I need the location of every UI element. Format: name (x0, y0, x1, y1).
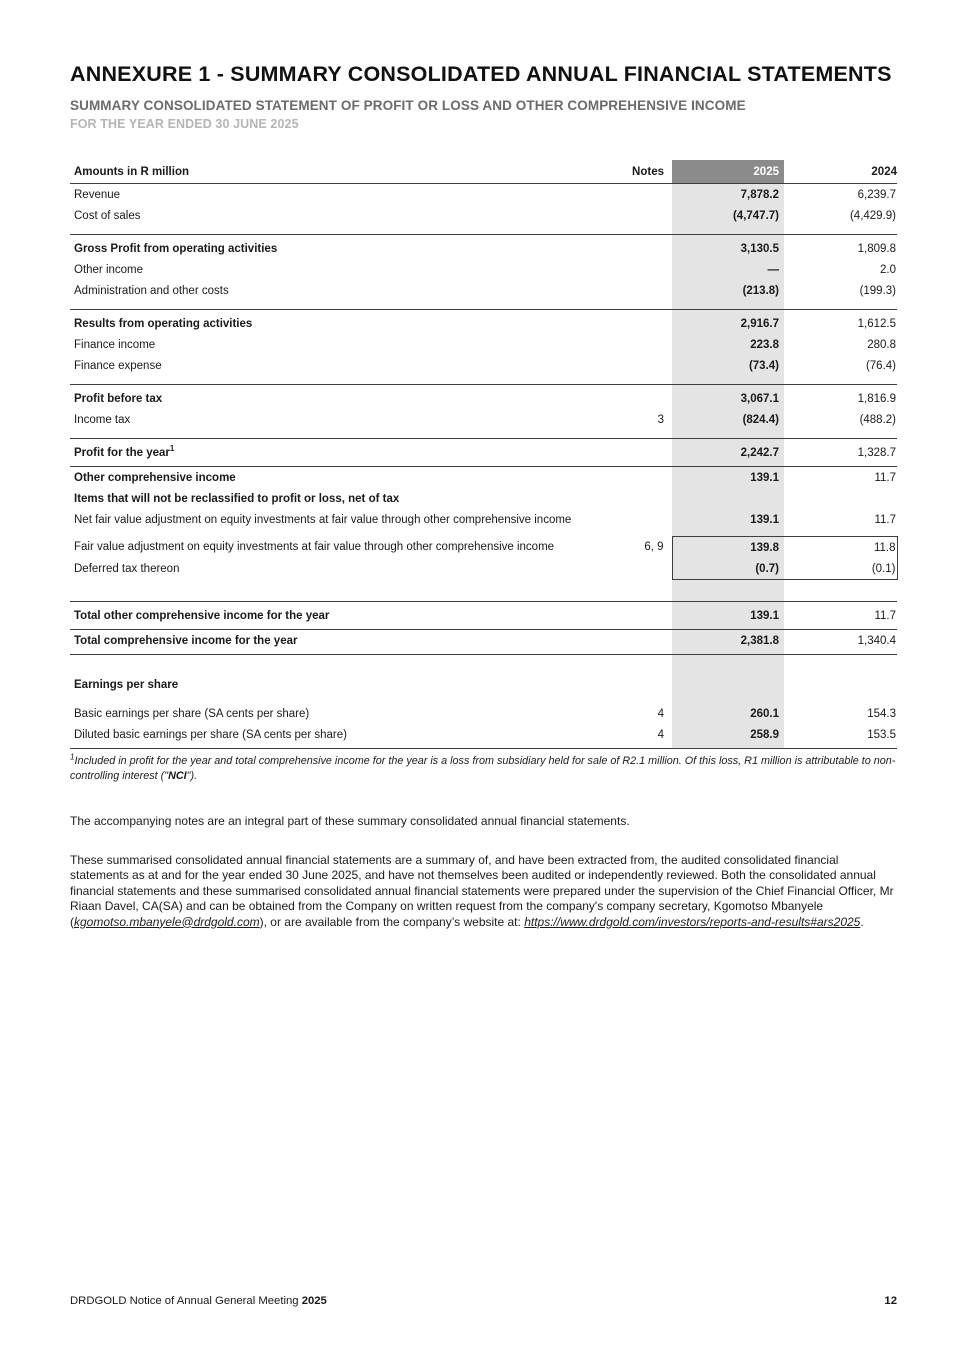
row-label: Results from operating activities (70, 310, 627, 335)
statement-row (70, 703, 897, 724)
value-2025: 223.8 (672, 334, 784, 355)
row-label: Deferred tax thereon (74, 562, 180, 575)
email-link[interactable]: kgomotso.mbanyele@drdgold.com (74, 914, 260, 929)
row-notes (627, 674, 672, 695)
value-2025: 139.8 (672, 536, 784, 558)
value-2024: 1,328.7 (784, 439, 897, 467)
statement-row (70, 509, 897, 530)
value-2024: 11.7 (874, 514, 896, 526)
statement-row (70, 629, 897, 654)
value-2024: 280.8 (867, 339, 896, 351)
value-2024: 11.8 (784, 536, 897, 558)
value-2024: 6,239.7 (857, 189, 896, 201)
footnote-reference: 1 (169, 444, 175, 454)
statement-table-body (70, 184, 897, 749)
value-2025 (672, 579, 784, 601)
statement-row (70, 235, 897, 260)
statement-subtitle: SUMMARY CONSOLIDATED STATEMENT OF PROFIT OR LOSS AND OTHER COMPREHENSIVE INCOME (70, 98, 746, 113)
row-label: Administration and other costs (74, 285, 229, 297)
statement-row (70, 280, 897, 310)
row-label: Total other comprehensive income for the year (70, 601, 627, 629)
page-number: 12 (884, 1295, 897, 1307)
value-2025: 139.1 (672, 601, 784, 629)
row-notes: 6, 9 (644, 541, 664, 553)
row-label: Diluted basic earnings per share (SA cents per share) (70, 724, 627, 749)
row-notes (627, 467, 672, 489)
income-statement-table (70, 160, 898, 749)
row-label: Finance expense (74, 360, 162, 372)
row-notes (627, 488, 672, 509)
row-notes (627, 280, 672, 310)
row-notes (627, 629, 672, 654)
statement-row (70, 558, 897, 580)
value-2024: 1,340.4 (784, 629, 897, 654)
header-notes: Notes (627, 160, 672, 184)
row-label: Total comprehensive income for the year (70, 629, 627, 654)
row-label: Income tax (74, 414, 131, 426)
footnote-bold-term: NCI (168, 769, 187, 782)
footer-year: 2025 (301, 1295, 327, 1307)
row-notes: 4 (627, 724, 672, 749)
accompanying-notes-paragraph: The accompanying notes are an integral part of these summary consolidated annual financial statements. (70, 814, 630, 828)
row-label: Gross Profit from operating activities (70, 235, 627, 260)
value-2024 (784, 654, 897, 674)
footnote-marker: 1 (70, 752, 75, 762)
row-label: Net fair value adjustment on equity investments at fair value through other comprehensive income (74, 514, 572, 526)
row-label (70, 654, 627, 674)
row-label: Other income (74, 264, 144, 276)
row-label: Other comprehensive income (74, 472, 236, 484)
table-header-row (70, 160, 897, 184)
row-notes (627, 334, 672, 355)
value-2025: 260.1 (672, 703, 784, 724)
value-2025: 2,381.8 (672, 629, 784, 654)
value-2024 (784, 674, 897, 695)
paragraph-text-3: . (860, 914, 864, 929)
paragraph-text-1: These summarised consolidated annual financial statements are a summary of, and have been extracted from, the audited consolidated financial statements as at and for the year ended 30 June 2025, and have not themselves been audited or independently reviewed. Both the consolidated annual financial statements and these summarised consolidated annual financial statements were prepared under the supervision of the Chief Financial Officer, Mr Riaan Davel, CA(SA) and can be obtained from the Company on written request from the company's company secretary, Kgomotso Mbanyele ( (70, 852, 894, 929)
value-2025 (672, 695, 784, 703)
value-2024: 154.3 (867, 708, 896, 720)
spacer-row (70, 579, 897, 601)
extraction-paragraph (70, 853, 897, 931)
value-2025: 7,878.2 (672, 184, 784, 206)
row-notes (627, 654, 672, 674)
page-title: ANNEXURE 1 - SUMMARY CONSOLIDATED ANNUAL FINANCIAL STATEMENTS (70, 62, 892, 86)
row-label: Items that will not be reclassified to profit or loss, net of tax (74, 493, 400, 505)
row-notes: 4 (657, 708, 664, 720)
value-2025: — (672, 259, 784, 280)
value-2024: (76.4) (865, 360, 896, 372)
row-notes (627, 601, 672, 629)
value-2024: (199.3) (859, 285, 896, 297)
statement-row (70, 601, 897, 629)
value-2025: (4,747.7) (672, 205, 784, 235)
footnote (70, 754, 897, 783)
value-2025: (213.8) (672, 280, 784, 310)
value-2025: 139.1 (672, 509, 784, 530)
statement-row (70, 536, 897, 558)
value-2025: 258.9 (672, 724, 784, 749)
statement-row (70, 724, 897, 749)
value-2024: (4,429.9) (849, 210, 896, 222)
row-notes (627, 439, 672, 467)
paragraph-text-2: ), or are available from the company’s website at: (259, 914, 525, 929)
value-2024: (0.1) (784, 558, 897, 580)
value-2025 (672, 674, 784, 695)
value-2025: 139.1 (672, 467, 784, 489)
statement-row (70, 205, 897, 235)
row-label: Revenue (74, 189, 121, 201)
value-2025: (73.4) (672, 355, 784, 385)
value-2024: 1,809.8 (784, 235, 897, 260)
header-year-2025: 2025 (672, 160, 784, 184)
value-2024: (488.2) (859, 414, 896, 426)
statement-row (70, 259, 897, 280)
value-2024: 11.7 (784, 601, 897, 629)
value-2025: (824.4) (672, 409, 784, 439)
value-2024 (784, 488, 897, 509)
value-2024 (784, 579, 897, 601)
row-notes (627, 579, 672, 601)
value-2025: 2,916.7 (672, 310, 784, 335)
row-label: Profit before tax (70, 385, 627, 410)
value-2024: 11.7 (874, 472, 896, 484)
statement-row (70, 439, 897, 467)
footer-text: DRDGOLD Notice of Annual General Meeting (70, 1295, 302, 1307)
statement-row (70, 674, 897, 695)
value-2025: 3,130.5 (672, 235, 784, 260)
statement-row (70, 409, 897, 439)
footnote-tail: "). (186, 769, 198, 782)
statement-row (70, 334, 897, 355)
value-2024: 2.0 (880, 264, 896, 276)
row-notes (627, 558, 672, 580)
row-notes (627, 235, 672, 260)
row-notes (627, 259, 672, 280)
period-subtitle: FOR THE YEAR ENDED 30 JUNE 2025 (70, 117, 299, 131)
header-year-2024: 2024 (784, 160, 897, 184)
statement-row (70, 385, 897, 410)
statement-row (70, 310, 897, 335)
row-notes (627, 184, 672, 206)
value-2025 (672, 654, 784, 674)
row-label (70, 695, 627, 703)
value-2024: 153.5 (784, 724, 897, 749)
value-2024: 1,612.5 (784, 310, 897, 335)
spacer-row (70, 654, 897, 674)
row-label: Profit for the year$^1$ (70, 439, 627, 467)
row-notes (627, 385, 672, 410)
header-amounts-in-r-million: Amounts in R million (70, 160, 627, 184)
row-label: Cost of sales (74, 210, 141, 222)
value-2025: (0.7) (672, 558, 784, 580)
row-notes (627, 310, 672, 335)
website-link[interactable]: https://www.drdgold.com/investors/reports-and-results#ars2025 (524, 914, 861, 929)
row-label: Fair value adjustment on equity investments at fair value through other comprehensive income (74, 541, 555, 553)
spacer-row (70, 695, 897, 703)
row-notes (627, 205, 672, 235)
value-2025 (672, 488, 784, 509)
footnote-text: Included in profit for the year and total comprehensive income for the year is a loss from subsidiary held for sale of R2.1 million. Of this loss, R1 million is attributable to non-controlling interest (" (70, 755, 896, 782)
row-label: Earnings per share (74, 679, 179, 691)
row-notes: 3 (657, 414, 664, 426)
statement-row (70, 467, 897, 489)
page-footer (70, 1295, 897, 1307)
value-2025: 3,067.1 (672, 385, 784, 410)
row-notes (627, 695, 672, 703)
statement-row (70, 184, 897, 206)
row-label: Basic earnings per share (SA cents per share) (74, 708, 310, 720)
statement-row (70, 355, 897, 385)
value-2024: 1,816.9 (784, 385, 897, 410)
row-notes (627, 355, 672, 385)
statement-row (70, 488, 897, 509)
row-label (70, 579, 627, 601)
value-2024 (784, 695, 897, 703)
row-notes (627, 509, 672, 530)
row-label: Finance income (74, 339, 156, 351)
value-2025: 2,242.7 (672, 439, 784, 467)
footer-document-title (70, 1295, 327, 1307)
